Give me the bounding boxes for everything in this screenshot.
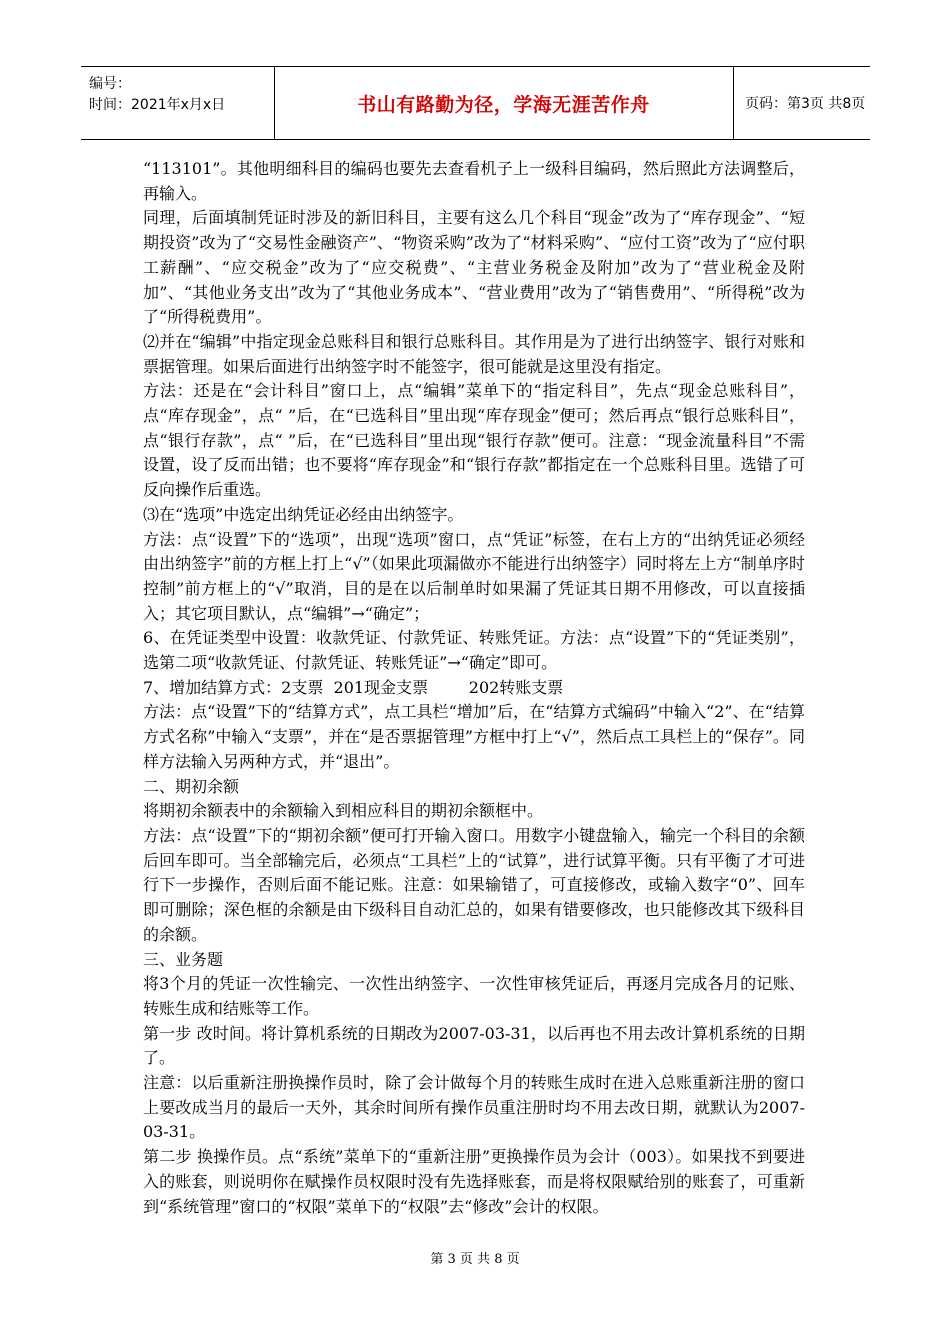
paragraph: 第二步 换操作员。点“系统”菜单下的“重新注册”更换操作员为会计（003）。如果找不到要进入的账套，则说明你在赋操作员权限时没有先选择账套，而是将权限赋给别的账套了，可重新到“系统管理”窗口的“权限”菜单下的“权限”去“修改”会计的权限。 bbox=[143, 1147, 805, 1216]
paragraph: ⑵并在“编辑”中指定现金总账科目和银行总账科目。其作用是为了进行出纳签字、银行对账和票据管理。如果后面进行出纳签字时不能签字，很可能就是这里没有指定。 bbox=[143, 331, 805, 376]
page-footer: 第 3 页 共 8 页 bbox=[430, 1252, 520, 1267]
paragraph: 将期初余额表中的余额输入到相应科目的期初余额框中。 bbox=[143, 801, 544, 821]
paragraph: 方法：点“设置”下的“期初余额”便可打开输入窗口。用数字小键盘输入，输完一个科目的余额后回车即可。当全部输完后，必须点“工具栏”上的“试算”，进行试算平衡。只有平衡了才可进行下一步操作，否则后面不能记账。注意：如果输错了，可直接修改，或输入数字“0”、回车即可删除；深色框的余额是由下级科目自动汇总的，如果有错要修改，也只能修改其下级科目的余额。 bbox=[143, 825, 805, 944]
section-heading: 三、业务题 bbox=[143, 949, 224, 969]
paragraph: 方法：点“设置”下的“结算方式”，点工具栏“增加”后，在“结算方式编码”中输入“2”、在“结算方式名称”中输入“支票”，并在“是否票据管理”方框中打上“√”，然后点工具栏上的“保存”。同样方法输入另两种方式，并“退出”。 bbox=[143, 702, 805, 771]
paragraph: 第一步 改时间。将计算机系统的日期改为2007-03-31，以后再也不用去改计算机系统的日期了。 bbox=[143, 1023, 805, 1068]
header-page-code: 页码：第3页 共8页 bbox=[745, 96, 866, 112]
paragraph: ⑶在“选项”中选定出纳凭证必经由出纳签字。 bbox=[143, 504, 464, 524]
document-number-label: 编号： bbox=[89, 76, 131, 92]
header-motto: 书山有路勤为径，学海无涯苦作舟 bbox=[357, 93, 650, 116]
page-header bbox=[81, 66, 870, 140]
header-motto-cell bbox=[274, 67, 734, 139]
paragraph: 方法：还是在“会计科目”窗口上，点“编辑”菜单下的“指定科目”，先点“现金总账科目”，点“库存现金”，点“ ”后，在“已选科目”里出现“库存现金”便可；然后再点“银行总账科目”，点“银行存款”，点“ ”后，在“已选科目”里出现“银行存款”便可。注意：“现金流量科目”不需设置，设了反而出错；也不要将“库存现金”和“银行存款”都指定在一个总账科目里。选错了可反向操作后重选。 bbox=[143, 381, 805, 500]
paragraph: 7、增加结算方式：2支票 201现金支票 202转账支票 bbox=[143, 677, 564, 697]
section-heading: 二、期初余额 bbox=[143, 776, 240, 796]
paragraph: 同理，后面填制凭证时涉及的新旧科目，主要有这么几个科目“现金”改为了“库存现金”、“短期投资”改为了“交易性金融资产”、“物资采购”改为了“材料采购”、“应付工资”改为了“应付职工薪酬”、“应交税金”改为了“应交税费”、“主营业务税金及附加”改为了“营业税金及附加”、“其他业务支出”改为了“其他业务成本”、“营业费用”改为了“销售费用”、“所得税”改为了“所得税费用”。 bbox=[143, 208, 805, 327]
paragraph: 将3个月的凭证一次性输完、一次性出纳签字、一次性审核凭证后，再逐月完成各月的记账、转账生成和结账等工作。 bbox=[143, 974, 805, 1018]
paragraph: “113101”。其他明细科目的编码也要先去查看机子上一级科目编码，然后照此方法调整后，再输入。 bbox=[143, 159, 805, 203]
header-meta bbox=[81, 67, 275, 139]
document-body bbox=[143, 157, 805, 1219]
paragraph: 注意：以后重新注册换操作员时，除了会计做每个月的转账生成时在进入总账重新注册的窗口上要改成当月的最后一天外，其余时间所有操作员重注册时均不用去改日期，就默认为2007-03-31。 bbox=[143, 1073, 805, 1142]
header-page-cell bbox=[733, 67, 870, 139]
paragraph: 方法：点“设置”下的“选项”，出现“选项”窗口，点“凭证”标签，在右上方的“出纳凭证必须经由出纳签字”前的方框上打上“√”（如果此项漏做亦不能进行出纳签字）同时将左上方“制单序时控制”前方框上的“√”取消，目的是在以后制单时如果漏了凭证其日期不用修改，可以直接插入；其它项目默认，点“编辑”→“确定”； bbox=[143, 529, 805, 623]
document-date: 时间：2021年x月x日 bbox=[89, 97, 226, 113]
paragraph: 6、在凭证类型中设置：收款凭证、付款凭证、转账凭证。方法：点“设置”下的“凭证类别”，选第二项“收款凭证、付款凭证、转账凭证”→“确定”即可。 bbox=[143, 628, 805, 673]
